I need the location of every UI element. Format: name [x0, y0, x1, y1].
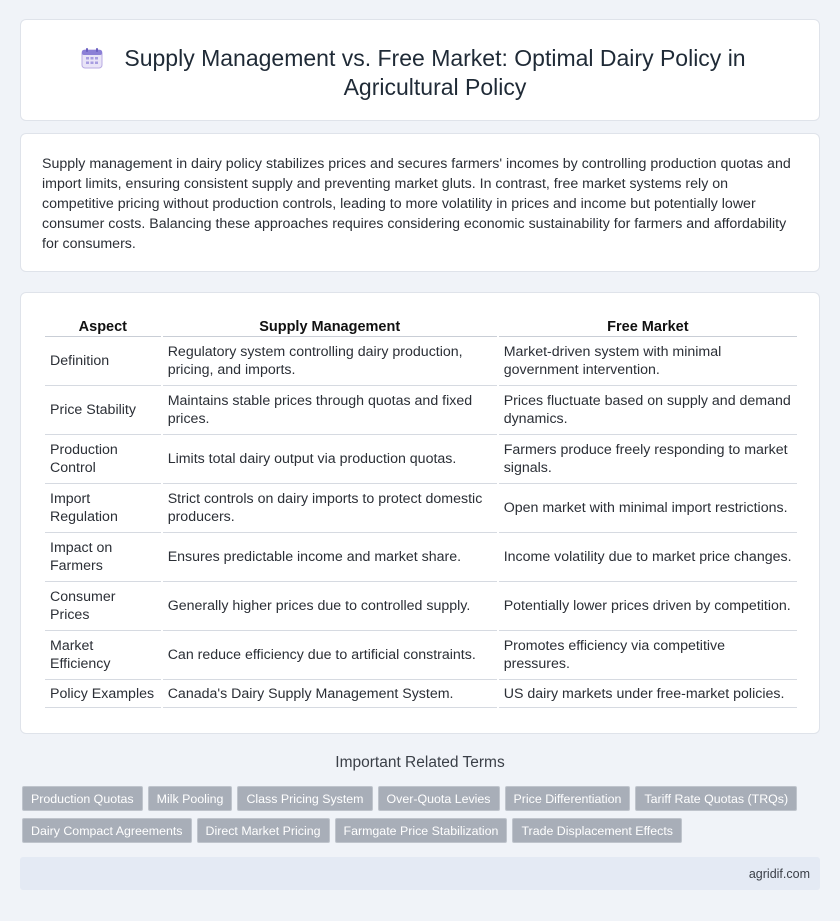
- table-row: [45, 533, 797, 582]
- supply-management-cell: Canada's Dairy Supply Management System.: [163, 680, 497, 708]
- related-term-tag[interactable]: Dairy Compact Agreements: [22, 818, 192, 843]
- related-terms-title: Important Related Terms: [335, 754, 505, 771]
- table-row: [45, 631, 797, 680]
- related-term-tag[interactable]: Tariff Rate Quotas (TRQs): [635, 786, 797, 811]
- free-market-cell: Open market with minimal import restrictions.: [499, 484, 797, 533]
- intro-paragraph: Supply management in dairy policy stabilizes prices and secures farmers' incomes by controlling production quotas and import limits, ensuring consistent supply and preventing market gluts. In contrast, free market systems rely on competitive pricing without production controls, leading to more volatility in prices and income but potentially lower consumer costs. Balancing these approaches requires considering economic sustainability for farmers and affordability for consumers.: [42, 156, 791, 252]
- supply-management-cell: Strict controls on dairy imports to protect domestic producers.: [163, 484, 497, 533]
- related-term-tag[interactable]: Class Pricing System: [237, 786, 372, 811]
- aspect-cell: Definition: [45, 337, 161, 386]
- supply-management-cell: Can reduce efficiency due to artificial constraints.: [163, 631, 497, 680]
- footer-site[interactable]: agridif.com: [748, 867, 810, 881]
- free-market-cell: US dairy markets under free-market policies.: [499, 680, 797, 708]
- table-row: [45, 337, 797, 386]
- supply-management-cell: Ensures predictable income and market share.: [163, 533, 497, 582]
- related-terms-list: [22, 786, 822, 850]
- related-term-tag[interactable]: Production Quotas: [22, 786, 143, 811]
- table-row: [45, 484, 797, 533]
- header-free-market: Free Market: [499, 315, 797, 337]
- comparison-table-card: [20, 292, 820, 734]
- supply-management-cell: Generally higher prices due to controlled supply.: [163, 582, 497, 631]
- free-market-cell: Farmers produce freely responding to market signals.: [499, 435, 797, 484]
- related-term-tag[interactable]: Direct Market Pricing: [197, 818, 330, 843]
- free-market-cell: Prices fluctuate based on supply and demand dynamics.: [499, 386, 797, 435]
- aspect-cell: Consumer Prices: [45, 582, 161, 631]
- related-term-tag[interactable]: Price Differentiation: [505, 786, 631, 811]
- title-card: [20, 19, 820, 121]
- free-market-cell: Potentially lower prices driven by competition.: [499, 582, 797, 631]
- comparison-table: [43, 315, 799, 708]
- header-supply-management: Supply Management: [163, 315, 497, 337]
- supply-management-cell: Regulatory system controlling dairy production, pricing, and imports.: [163, 337, 497, 386]
- aspect-cell: Impact on Farmers: [45, 533, 161, 582]
- supply-management-cell: Limits total dairy output via production quotas.: [163, 435, 497, 484]
- free-market-cell: Market-driven system with minimal government intervention.: [499, 337, 797, 386]
- aspect-cell: Price Stability: [45, 386, 161, 435]
- aspect-cell: Production Control: [45, 435, 161, 484]
- page-title: Supply Management vs. Free Market: Optimal Dairy Policy in Agricultural Policy: [124, 45, 746, 100]
- table-row: [45, 680, 797, 708]
- related-term-tag[interactable]: Farmgate Price Stabilization: [335, 818, 508, 843]
- intro-card: [20, 133, 820, 272]
- aspect-cell: Policy Examples: [45, 680, 161, 708]
- table-row: [45, 386, 797, 435]
- related-term-tag[interactable]: Trade Displacement Effects: [512, 818, 682, 843]
- related-term-tag[interactable]: Milk Pooling: [148, 786, 233, 811]
- related-terms-row: [22, 786, 822, 818]
- aspect-cell: Import Regulation: [45, 484, 161, 533]
- footer: [20, 857, 820, 890]
- table-row: [45, 435, 797, 484]
- table-header-row: [45, 315, 797, 337]
- header-aspect: Aspect: [45, 315, 161, 337]
- table-row: [45, 582, 797, 631]
- free-market-cell: Promotes efficiency via competitive pressures.: [499, 631, 797, 680]
- supply-management-cell: Maintains stable prices through quotas and fixed prices.: [163, 386, 497, 435]
- related-term-tag[interactable]: Over-Quota Levies: [378, 786, 500, 811]
- related-terms-row: [22, 818, 822, 850]
- free-market-cell: Income volatility due to market price changes.: [499, 533, 797, 582]
- aspect-cell: Market Efficiency: [45, 631, 161, 680]
